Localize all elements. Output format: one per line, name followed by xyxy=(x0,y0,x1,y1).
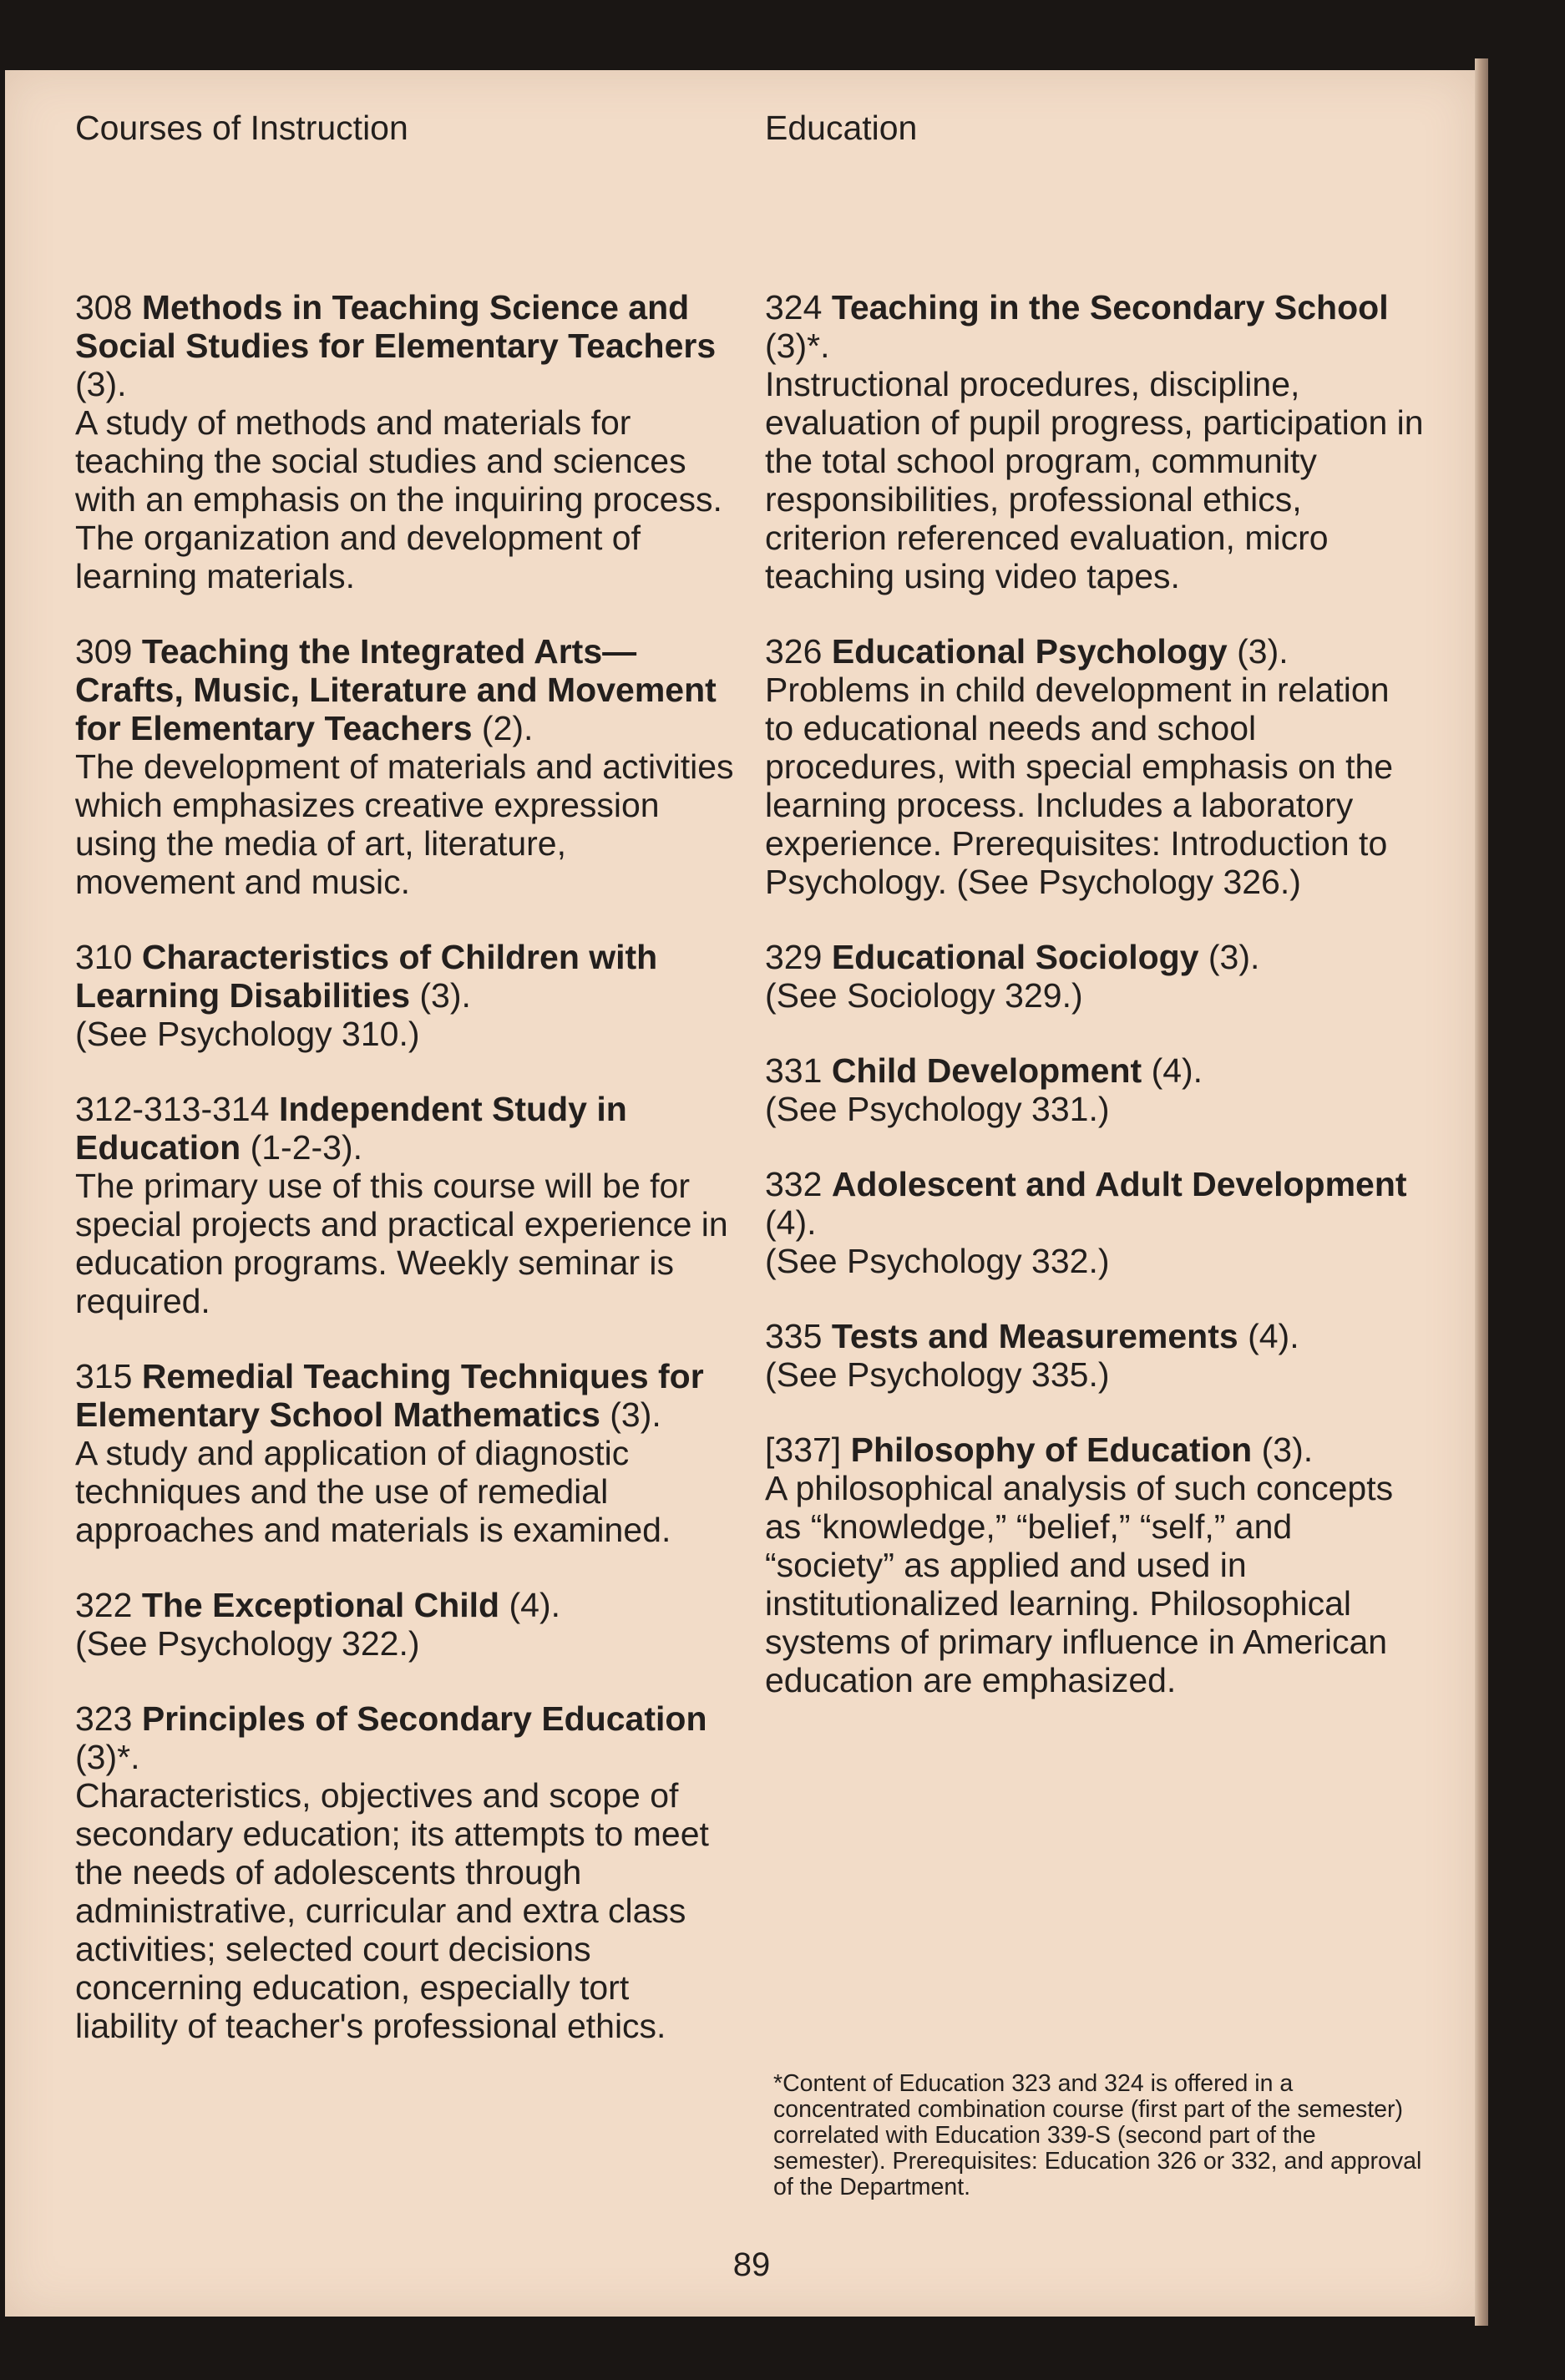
course-description: (See Psychology 331.) xyxy=(765,1090,1110,1128)
course-title: Independent Study in Education xyxy=(75,1090,627,1167)
course-entry xyxy=(765,1317,1425,1394)
course-number: 331 xyxy=(765,1051,823,1090)
course-number: 308 xyxy=(75,288,133,327)
course-description: (See Psychology 322.) xyxy=(75,1624,420,1663)
course-number: 309 xyxy=(75,632,133,671)
course-description: A philosophical analysis of such concepts as “knowledge,” “belief,” “self,” and “society” as applied and used in institutionalized learning. Philosophical systems of primary influence in American education are emphasized. xyxy=(765,1469,1394,1699)
course-description: Characteristics, objectives and scope of secondary education; its attempts to meet the needs of adolescents through administrative, curricular and extra class activities; selected court decisions concerning education, especially tort liability of teacher's professional ethics. xyxy=(75,1776,709,2045)
course-number: 329 xyxy=(765,938,823,976)
course-number: 335 xyxy=(765,1317,823,1355)
course-description: The primary use of this course will be for special projects and practical experience in education programs. Weekly seminar is required. xyxy=(75,1167,728,1320)
course-number: [337] xyxy=(765,1431,842,1469)
course-description: Instructional procedures, discipline, evaluation of pupil progress, participation in the total school program, community responsibilities, professional ethics, criterion referenced evaluation, micro teaching using video tapes. xyxy=(765,365,1424,595)
course-entry xyxy=(75,1090,735,1320)
course-entry xyxy=(765,938,1425,1015)
course-title: Teaching the Integrated Arts—Crafts, Music, Literature and Movement for Elementary Teachers xyxy=(75,632,717,747)
course-credit: (4). xyxy=(1151,1051,1203,1090)
course-title: Methods in Teaching Science and Social Studies for Elementary Teachers xyxy=(75,288,717,365)
course-number: 310 xyxy=(75,938,133,976)
course-entry xyxy=(75,632,735,901)
course-title: Remedial Teaching Techniques for Elementary School Mathematics xyxy=(75,1357,704,1434)
course-entry xyxy=(75,938,735,1053)
course-entry xyxy=(75,1699,735,2045)
running-header-right: Education xyxy=(765,109,918,147)
course-title: Child Development xyxy=(831,1051,1142,1090)
course-number: 322 xyxy=(75,1586,133,1624)
course-title: Principles of Secondary Education xyxy=(141,1699,707,1738)
course-entry xyxy=(765,632,1425,901)
course-credit: (3). xyxy=(1237,632,1289,671)
course-entry xyxy=(765,288,1425,595)
course-credit: (2). xyxy=(481,709,534,747)
course-title: Philosophy of Education xyxy=(850,1431,1253,1469)
course-title: Tests and Measurements xyxy=(831,1317,1238,1355)
course-title: Characteristics of Children with Learning Disabilities xyxy=(75,938,658,1015)
course-credit: (4). xyxy=(509,1586,561,1624)
left-column xyxy=(75,288,735,2082)
course-description: A study and application of diagnostic techniques and the use of remedial approaches and materials is examined. xyxy=(75,1434,671,1549)
course-entry xyxy=(765,1051,1425,1128)
course-description: (See Psychology 332.) xyxy=(765,1242,1110,1280)
course-number: 312-313-314 xyxy=(75,1090,270,1128)
right-column xyxy=(765,288,1425,1736)
course-title: The Exceptional Child xyxy=(141,1586,500,1624)
page-number: 89 xyxy=(732,2246,771,2283)
page-edge xyxy=(1475,58,1488,2326)
course-credit: (3). xyxy=(75,365,127,403)
course-credit: (3). xyxy=(610,1395,661,1434)
course-credit: (3). xyxy=(1261,1431,1314,1469)
course-description: (See Sociology 329.) xyxy=(765,976,1083,1015)
footnote: *Content of Education 323 and 324 is offered in a concentrated combination course (first part of the semester) correlated with Education 339-S (second part of the semester). Prerequisites: Education 326 or 332, and approval of the Department. xyxy=(773,2070,1422,2200)
course-entry xyxy=(75,288,735,595)
course-description: (See Psychology 310.) xyxy=(75,1015,420,1053)
course-number: 332 xyxy=(765,1165,823,1203)
course-description: (See Psychology 335.) xyxy=(765,1355,1110,1394)
course-credit: (1-2-3). xyxy=(250,1128,363,1167)
course-credit: (3)*. xyxy=(765,327,830,365)
course-title: Adolescent and Adult Development xyxy=(831,1165,1407,1203)
course-entry xyxy=(75,1357,735,1549)
course-title: Educational Psychology xyxy=(831,632,1228,671)
course-number: 324 xyxy=(765,288,823,327)
course-number: 326 xyxy=(765,632,823,671)
course-credit: (3). xyxy=(1208,938,1260,976)
running-header-left: Courses of Instruction xyxy=(75,109,408,147)
course-entry xyxy=(765,1165,1425,1280)
course-entry xyxy=(765,1431,1425,1699)
course-description: The development of materials and activities which emphasizes creative expression using the media of art, literature, movement and music. xyxy=(75,747,734,901)
course-number: 323 xyxy=(75,1699,133,1738)
course-title: Teaching in the Secondary School xyxy=(831,288,1389,327)
course-credit: (3)*. xyxy=(75,1738,140,1776)
course-credit: (4). xyxy=(765,1203,817,1242)
course-description: A study of methods and materials for teaching the social studies and sciences with an emphasis on the inquiring process. The organization and development of learning materials. xyxy=(75,403,722,595)
course-description: Problems in child development in relation to educational needs and school procedures, with special emphasis on the learning process. Includes a laboratory experience. Prerequisites: Introduction to Psychology. (See Psychology 326.) xyxy=(765,671,1394,901)
course-number: 315 xyxy=(75,1357,133,1395)
course-entry xyxy=(75,1586,735,1663)
course-title: Educational Sociology xyxy=(831,938,1199,976)
course-credit: (4). xyxy=(1248,1317,1299,1355)
course-credit: (3). xyxy=(419,976,471,1015)
